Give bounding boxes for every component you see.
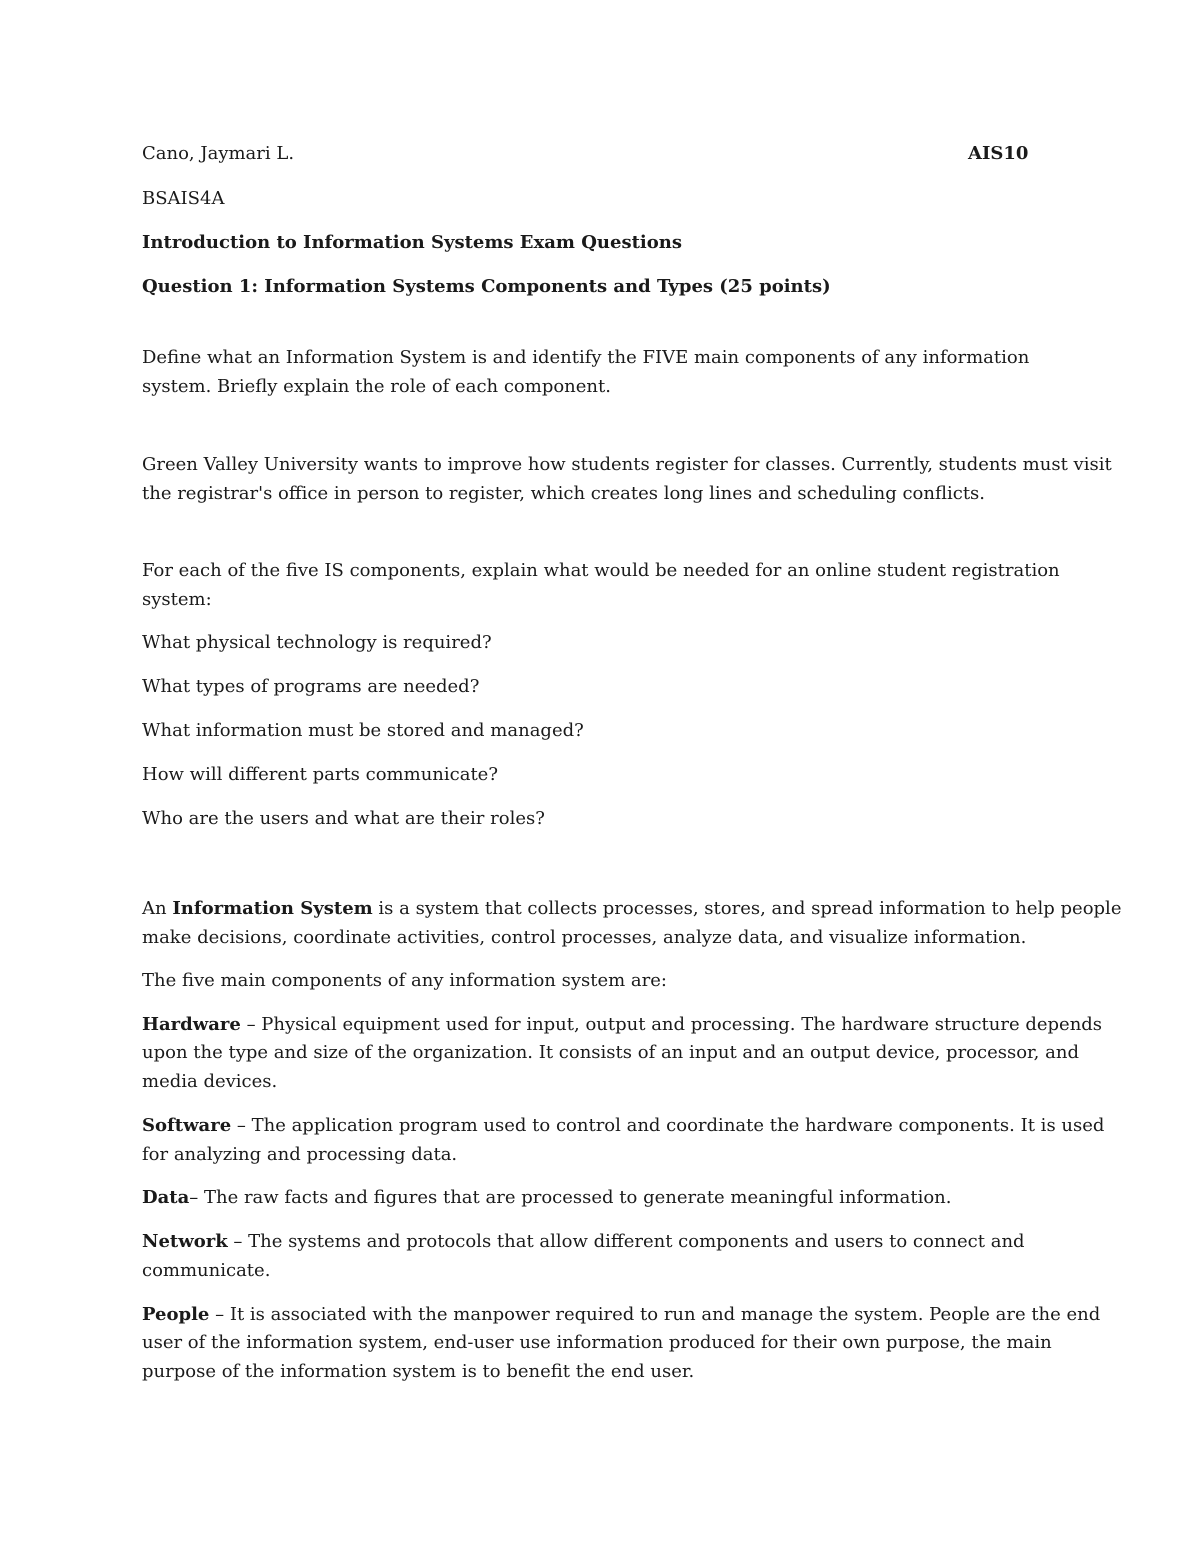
software-definition: – The application program used to control and coordinate the hardware components. It is used — [231, 1115, 1105, 1136]
data-definition: – The raw facts and figures that are processed to generate meaningful information. — [189, 1187, 952, 1208]
sub-question: What types of programs are needed? — [142, 676, 480, 697]
people-term: People — [142, 1304, 210, 1325]
course-code: AIS10 — [968, 143, 1029, 164]
answer-intro-line-1 — [142, 900, 1121, 918]
answer-intro-prefix: An — [142, 898, 173, 919]
sub-question: How will different parts communicate? — [142, 764, 498, 785]
network-definition: – The systems and protocols that allow different components and users to connect and — [227, 1231, 1025, 1252]
software-line-1 — [142, 1117, 1104, 1135]
hardware-term: Hardware — [142, 1014, 241, 1035]
people-line-1 — [142, 1306, 1100, 1324]
prompt-define-line-1: Define what an Information System is and identify the FIVE main components of any information — [142, 347, 1030, 368]
prompt-task-line-2: system: — [142, 589, 212, 610]
network-term: Network — [142, 1231, 228, 1252]
data-line-1 — [142, 1189, 951, 1207]
question-heading: Question 1: Information Systems Components and Types (25 points) — [142, 276, 831, 297]
network-line-1 — [142, 1233, 1025, 1251]
components-lead: The five main components of any information system are: — [142, 970, 667, 991]
people-line-2: user of the information system, end-user use information produced for their own purpose, the main — [142, 1332, 1052, 1353]
hardware-line-3: media devices. — [142, 1071, 278, 1092]
people-definition: – It is associated with the manpower required to run and manage the system. People are the end — [209, 1304, 1101, 1325]
sub-question: Who are the users and what are their roles? — [142, 808, 545, 829]
software-line-2: for analyzing and processing data. — [142, 1144, 458, 1165]
prompt-scenario-line-1: Green Valley University wants to improve how students register for classes. Currently, students must visit — [142, 454, 1112, 475]
data-term: Data — [142, 1187, 190, 1208]
answer-intro-rest: is a system that collects processes, stores, and spread information to help people — [372, 898, 1122, 919]
software-term: Software — [142, 1115, 232, 1136]
answer-intro-term: Information System — [172, 898, 373, 919]
hardware-line-2: upon the type and size of the organization. It consists of an input and an output device, processor, and — [142, 1042, 1079, 1063]
sub-question: What information must be stored and managed? — [142, 720, 584, 741]
prompt-scenario-line-2: the registrar's office in person to register, which creates long lines and scheduling conflicts. — [142, 483, 986, 504]
sub-question: What physical technology is required? — [142, 632, 492, 653]
hardware-definition: – Physical equipment used for input, output and processing. The hardware structure depends — [240, 1014, 1103, 1035]
student-name: Cano, Jaymari L. — [142, 143, 295, 164]
prompt-task-line-1: For each of the five IS components, explain what would be needed for an online student registration — [142, 560, 1060, 581]
hardware-line-1 — [142, 1016, 1102, 1034]
people-line-3: purpose of the information system is to benefit the end user. — [142, 1361, 695, 1382]
answer-intro-line-2: make decisions, coordinate activities, control processes, analyze data, and visualize information. — [142, 927, 1027, 948]
network-line-2: communicate. — [142, 1260, 271, 1281]
student-section: BSAIS4A — [142, 188, 225, 209]
prompt-define-line-2: system. Briefly explain the role of each component. — [142, 376, 611, 397]
document-title: Introduction to Information Systems Exam Questions — [142, 232, 682, 253]
